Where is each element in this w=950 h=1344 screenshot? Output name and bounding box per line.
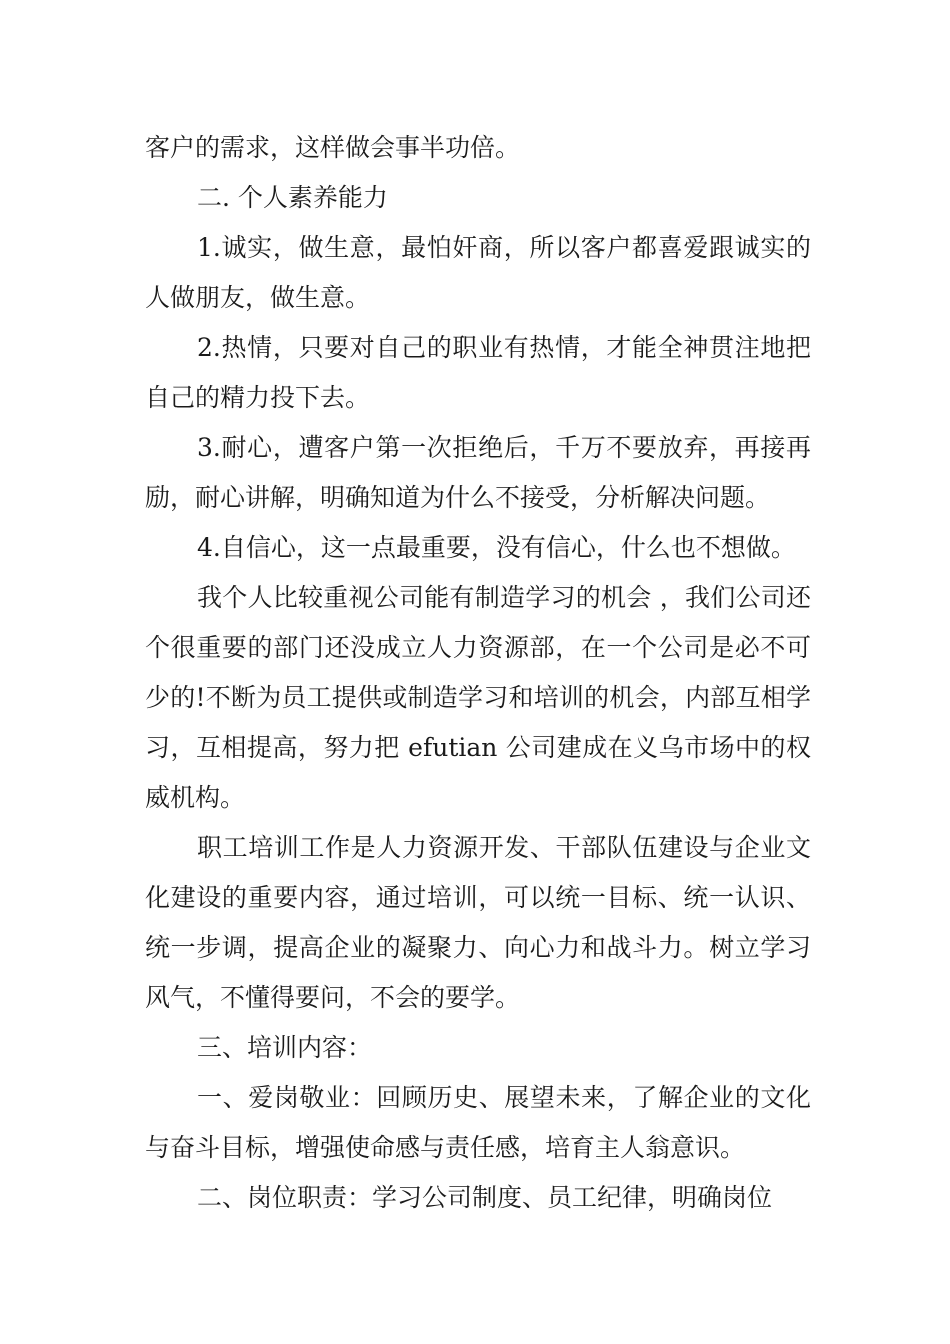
paragraph-1: 客户的需求，这样做会事半功倍。 (145, 133, 521, 162)
paragraph-7: 我个人比较重视公司能有制造学习的机会 ，我们公司还个很重要的部门还没成立人力资源部，在一个公司是必不可少的!不断为员工提供或制造学习和培训的机会，内部互相学习，互相提高，努力把 efutian 公司建成在义乌市场中的权威机构。 (145, 583, 811, 812)
paragraph-10: 一、爱岗敬业：回顾历史、展望未来，了解企业的文化与奋斗目标，增强使命感与责任感，培育主人翁意识。 (145, 1083, 811, 1162)
paragraph-5: 3.耐心，遭客户第一次拒绝后，千万不要放弃，再接再励，耐心讲解，明确知道为什么不接受，分析解决问题。 (145, 433, 811, 512)
paragraph-8: 职工培训工作是人力资源开发、干部队伍建设与企业文化建设的重要内容，通过培训，可以统一目标、统一认识、统一步调，提高企业的凝聚力、向心力和战斗力。树立学习风气，不懂得要问，不会的要学。 (145, 833, 811, 1012)
paragraph-4: 2.热情，只要对自己的职业有热情，才能全神贯注地把自己的精力投下去。 (145, 333, 811, 412)
paragraph-9: 三、培训内容： (197, 1033, 373, 1062)
paragraph-11: 二、岗位职责：学习公司制度、员工纪律，明确岗位 (197, 1183, 773, 1212)
paragraph-3: 1.诚实，做生意，最怕奸商，所以客户都喜爱跟诚实的人做朋友，做生意。 (145, 233, 811, 312)
document-body (145, 123, 811, 1223)
paragraph-2: 二. 个人素养能力 (197, 183, 388, 212)
paragraph-6: 4.自信心，这一点最重要，没有信心，什么也不想做。 (197, 533, 796, 562)
